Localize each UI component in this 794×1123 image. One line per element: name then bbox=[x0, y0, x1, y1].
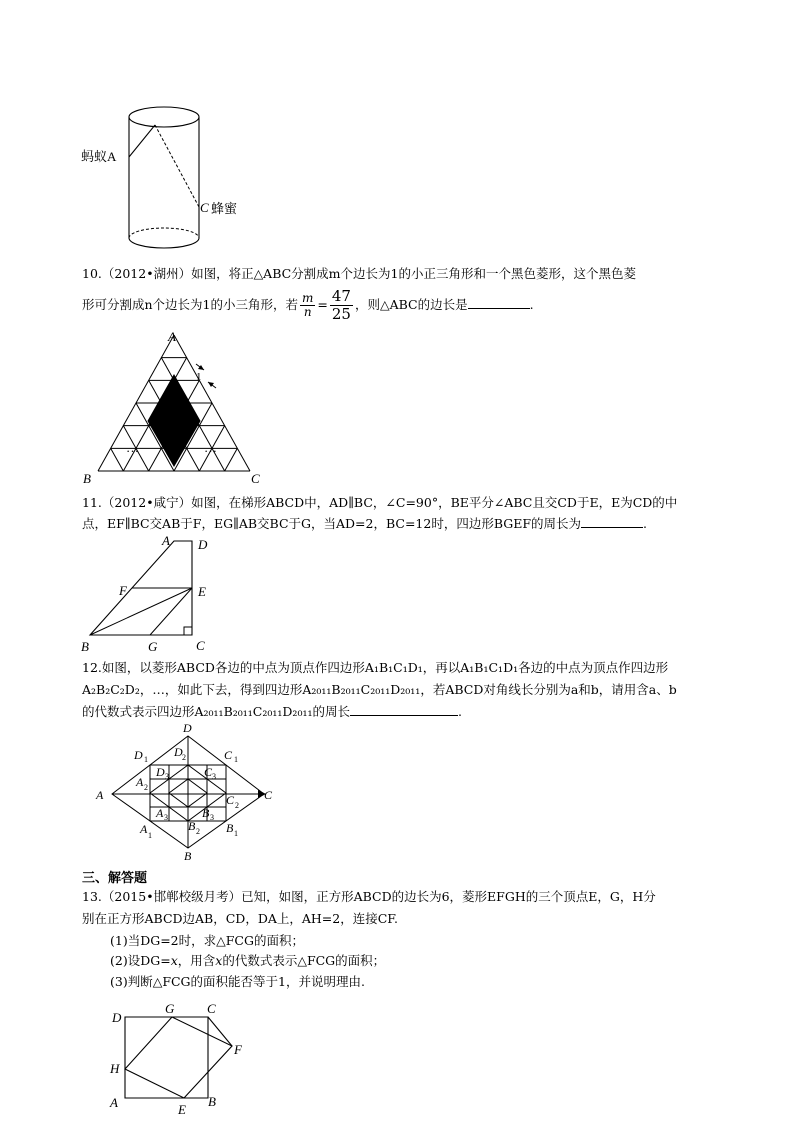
q13-part2-a: (2)设DG= bbox=[110, 953, 171, 968]
dots-left: … bbox=[126, 440, 139, 455]
cylinder-bottom-front bbox=[129, 238, 199, 248]
segment-cf bbox=[208, 1017, 232, 1046]
label-e: E bbox=[178, 1102, 186, 1117]
label-h: H bbox=[110, 1061, 120, 1076]
trapezoid-figure bbox=[78, 532, 228, 657]
label-c: C bbox=[207, 1001, 216, 1016]
label-ant: 蚂蚁A bbox=[81, 149, 117, 164]
square-figure bbox=[104, 1000, 264, 1120]
label-a2: A bbox=[136, 775, 144, 789]
q11-line1: 11.（2012•咸宁）如图，在梯形ABCD中，AD∥BC，∠C=90°，BE平分∠ABC且交CD于E，E为CD的中 bbox=[82, 495, 678, 510]
label-g: G bbox=[165, 1001, 175, 1016]
label-a: A bbox=[162, 533, 170, 548]
label-b2-sub: 2 bbox=[196, 827, 200, 836]
label-c2-sub: 2 bbox=[235, 801, 239, 810]
q11-line2-text: 点，EF∥BC交AB于F，EG∥AB交BC于G，当AD=2，BC=12时，四边形BGEF的周长为 bbox=[82, 516, 582, 531]
label-honey: 蜂蜜 bbox=[211, 201, 238, 216]
label-f: F bbox=[119, 583, 127, 598]
label-g: G bbox=[148, 639, 158, 654]
label-a: A bbox=[110, 1095, 118, 1110]
right-angle-mark bbox=[184, 627, 192, 635]
label-a1: A bbox=[140, 822, 148, 836]
label-d1: D bbox=[134, 748, 143, 762]
label-b: B bbox=[83, 471, 91, 486]
label-b3: B bbox=[202, 806, 210, 820]
q12-line3 bbox=[82, 703, 462, 721]
label-a: A bbox=[168, 329, 176, 344]
label-d2: D bbox=[174, 745, 183, 759]
q13-part3: (3)判断△FCG的面积能否等于1，并说明理由. bbox=[110, 974, 365, 989]
q13-part2-x1: x bbox=[170, 953, 178, 968]
q10-line2-end: . bbox=[529, 297, 534, 312]
label-b3-sub: 3 bbox=[210, 813, 214, 822]
label-a: A bbox=[96, 788, 104, 802]
label-d: D bbox=[198, 537, 208, 552]
label-one: 1 bbox=[196, 371, 202, 383]
black-rhombus bbox=[148, 375, 200, 466]
label-d: D bbox=[112, 1010, 122, 1025]
q13-line2: 别在正方形ABCD边AB，CD，DA上，AH=2，连接CF. bbox=[82, 911, 398, 926]
label-c2: C bbox=[226, 793, 235, 807]
label-c: C bbox=[200, 200, 209, 215]
label-a3-sub: 3 bbox=[164, 813, 168, 822]
fraction-m-over-n bbox=[300, 292, 315, 319]
label-a1-sub: 1 bbox=[148, 831, 152, 840]
label-b: B bbox=[208, 1094, 216, 1109]
cylinder-figure bbox=[76, 100, 266, 260]
label-d3: D bbox=[156, 765, 165, 779]
equals-sign: = bbox=[317, 297, 328, 312]
rhombus-efgh bbox=[125, 1017, 232, 1098]
label-a3: A bbox=[156, 806, 164, 820]
label-c3: C bbox=[204, 765, 213, 779]
q11-answer-blank bbox=[581, 515, 643, 528]
label-e: E bbox=[198, 584, 206, 599]
cylinder-top-ellipse bbox=[129, 107, 199, 127]
dots-right: … bbox=[204, 440, 217, 455]
label-b: B bbox=[81, 639, 89, 654]
label-c: C bbox=[251, 471, 260, 486]
triangle-figure bbox=[80, 328, 280, 488]
fraction-47: 47 bbox=[331, 287, 351, 305]
q13-part2-c: 的代数式表示△FCG的面积； bbox=[222, 953, 386, 968]
label-a2-sub: 2 bbox=[144, 783, 148, 792]
q11-line2 bbox=[82, 515, 647, 533]
segment-ge bbox=[150, 588, 192, 635]
label-d3-sub: 3 bbox=[165, 772, 169, 781]
q12-line1: 12.如图，以菱形ABCD各边的中点为顶点作四边形A₁B₁C₁D₁，再以A₁B₁C₁D₁各边的中点为顶点作四边形 bbox=[82, 660, 669, 675]
ant-path-dashed bbox=[155, 125, 199, 207]
ant-path-solid bbox=[129, 125, 155, 157]
q13-part2-x2: x bbox=[215, 953, 223, 968]
grid-line-parallel-ac bbox=[111, 448, 124, 471]
label-b2: B bbox=[188, 819, 196, 833]
label-d2-sub: 2 bbox=[182, 753, 186, 762]
q10-line2 bbox=[82, 287, 534, 323]
q13-part2-b: ，用含 bbox=[177, 953, 216, 968]
q11-line2-end: . bbox=[643, 516, 648, 531]
q13-part1: (1)当DG=2时，求△FCG的面积； bbox=[110, 933, 304, 948]
q12-line2: A₂B₂C₂D₂，…，如此下去，得到四边形A₂₀₁₁B₂₀₁₁C₂₀₁₁D₂₀₁₁，若ABCD对角线长分别为a和b，请用含a、b bbox=[82, 682, 677, 697]
fraction-n: n bbox=[303, 305, 312, 319]
q10-answer-blank bbox=[468, 296, 530, 309]
fraction-47-over-25 bbox=[330, 288, 353, 323]
cylinder-bottom-back bbox=[129, 228, 199, 238]
label-c3-sub: 3 bbox=[212, 772, 216, 781]
label-c: C bbox=[196, 638, 205, 653]
grid-line-parallel-ab bbox=[225, 448, 238, 471]
label-d: D bbox=[183, 721, 192, 735]
label-b1: B bbox=[226, 821, 234, 835]
label-c1: C bbox=[224, 748, 233, 762]
fraction-25: 25 bbox=[331, 305, 351, 323]
label-c: C bbox=[264, 788, 273, 802]
fraction-m: m bbox=[302, 291, 314, 305]
q13-line1: 13.（2015•邯郸校级月考）已知，如图，正方形ABCD的边长为6，菱形EFGH的三个顶点E，G，H分 bbox=[82, 889, 656, 904]
q13-part2 bbox=[110, 952, 385, 970]
label-b1-sub: 1 bbox=[234, 829, 238, 838]
label-d1-sub: 1 bbox=[144, 755, 148, 764]
q10-line2-text-a: 形可分割成n个边长为1的小三角形，若 bbox=[82, 297, 299, 312]
segment-be bbox=[90, 588, 192, 635]
q12-line3-end: . bbox=[457, 704, 462, 719]
q12-answer-blank bbox=[350, 703, 458, 716]
label-b: B bbox=[184, 849, 192, 863]
section-title: 三、解答题 bbox=[82, 871, 148, 886]
label-f: F bbox=[234, 1042, 242, 1057]
q10-line2-text-b: ，则△ABC的边长是 bbox=[354, 297, 468, 312]
label-c1-sub: 1 bbox=[234, 755, 238, 764]
q12-line3-text: 的代数式表示四边形A₂₀₁₁B₂₀₁₁C₂₀₁₁D₂₀₁₁的周长 bbox=[82, 704, 350, 719]
q10-line1: 10.（2012•湖州）如图，将正△ABC分割成m个边长为1的小正三角形和一个黑色菱形，这个黑色菱 bbox=[82, 266, 636, 281]
rhombus-figure bbox=[90, 720, 290, 865]
